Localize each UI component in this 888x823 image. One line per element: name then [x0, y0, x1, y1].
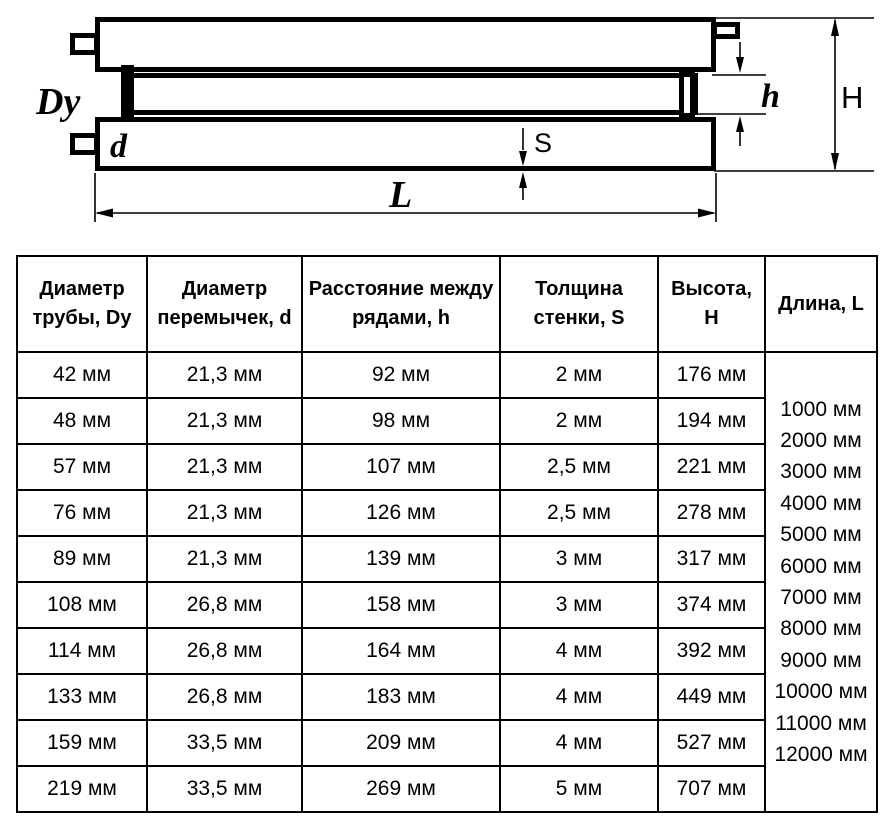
header-jumper-diameter: Диаметр перемычек, d: [147, 256, 302, 352]
length-value: 3000 мм: [780, 460, 862, 484]
table-cell: 92 мм: [302, 352, 500, 398]
table-cell: 2 мм: [500, 398, 658, 444]
table-row: [17, 628, 877, 674]
header-pipe-diameter: Диаметр трубы, Dy: [17, 256, 147, 352]
table-cell: 449 мм: [658, 674, 765, 720]
table-cell: 26,8 мм: [147, 628, 302, 674]
length-value: 8000 мм: [780, 617, 862, 641]
table-cell: 194 мм: [658, 398, 765, 444]
table-cell: 209 мм: [302, 720, 500, 766]
table-cell: 4 мм: [500, 674, 658, 720]
table-cell: 4 мм: [500, 720, 658, 766]
spec-table: [16, 255, 878, 813]
length-value: 6000 мм: [780, 554, 862, 578]
table-cell: 2,5 мм: [500, 490, 658, 536]
table-cell: 21,3 мм: [147, 352, 302, 398]
H-arrow-top-head: [831, 18, 839, 36]
table-row: [17, 398, 877, 444]
table-cell: 4 мм: [500, 628, 658, 674]
table-row: [17, 490, 877, 536]
table-cell: 133 мм: [17, 674, 147, 720]
bottom-pipe: [98, 120, 714, 169]
table-cell: 2,5 мм: [500, 444, 658, 490]
table-cell: 114 мм: [17, 628, 147, 674]
label-row-spacing: h: [761, 78, 780, 115]
table-cell: 33,5 мм: [147, 766, 302, 812]
header-row-spacing: Расстояние между рядами, h: [302, 256, 500, 352]
length-value: 4000 мм: [780, 491, 862, 515]
stub-top-right: [715, 25, 738, 37]
table-cell: 707 мм: [658, 766, 765, 812]
table-cell: 26,8 мм: [147, 582, 302, 628]
table-cell: 317 мм: [658, 536, 765, 582]
table-cell: 2 мм: [500, 352, 658, 398]
table-cell: 21,3 мм: [147, 398, 302, 444]
label-jumper-diameter: d: [110, 128, 127, 165]
length-value: 9000 мм: [780, 648, 862, 672]
middle-pipe: [129, 76, 696, 113]
label-length: L: [389, 174, 413, 216]
table-cell: 158 мм: [302, 582, 500, 628]
table-cell: 392 мм: [658, 628, 765, 674]
table-cell: 374 мм: [658, 582, 765, 628]
table-cell: 21,3 мм: [147, 536, 302, 582]
L-arrow-left-head: [95, 209, 113, 218]
table-cell: 108 мм: [17, 582, 147, 628]
table-cell: 139 мм: [302, 536, 500, 582]
label-height: H: [841, 80, 864, 115]
length-value: 7000 мм: [780, 586, 862, 609]
label-wall-thickness: S: [534, 128, 553, 158]
table-cell: 76 мм: [17, 490, 147, 536]
table-row: [17, 720, 877, 766]
table-cell: 269 мм: [302, 766, 500, 812]
table-cell: 3 мм: [500, 536, 658, 582]
table-cell: 89 мм: [17, 536, 147, 582]
length-merged-cell: [765, 352, 877, 812]
table-cell: 33,5 мм: [147, 720, 302, 766]
stub-bottom-left: [73, 136, 97, 153]
h-arrow-bottom-head: [736, 116, 744, 132]
table-cell: 57 мм: [17, 444, 147, 490]
table-cell: 107 мм: [302, 444, 500, 490]
table-row: [17, 536, 877, 582]
header-wall-thickness: Толщина стенки, S: [500, 256, 658, 352]
table-cell: 42 мм: [17, 352, 147, 398]
header-row: [17, 256, 877, 352]
table-cell: 159 мм: [17, 720, 147, 766]
table-cell: 98 мм: [302, 398, 500, 444]
table-cell: 176 мм: [658, 352, 765, 398]
table-cell: 21,3 мм: [147, 490, 302, 536]
header-length: Длина, L: [765, 256, 877, 352]
stub-top-left: [73, 36, 97, 53]
left-jumper: [121, 65, 134, 117]
right-jumper: [682, 75, 693, 116]
h-arrow-top-head: [736, 57, 744, 73]
header-height: Высота, H: [658, 256, 765, 352]
table-cell: 278 мм: [658, 490, 765, 536]
table-cell: 219 мм: [17, 766, 147, 812]
L-arrow-right-head: [698, 209, 716, 218]
table-cell: 221 мм: [658, 444, 765, 490]
table-row: [17, 352, 877, 398]
top-pipe: [98, 20, 714, 70]
table-cell: 21,3 мм: [147, 444, 302, 490]
length-value: 11000 мм: [775, 711, 867, 735]
table-cell: 5 мм: [500, 766, 658, 812]
spec-table-body: [17, 352, 877, 812]
label-pipe-diameter: Dy: [36, 81, 81, 123]
length-value: 10000 мм: [774, 680, 868, 704]
table-row: [17, 674, 877, 720]
register-drawing: [0, 0, 888, 250]
length-values-list: [766, 353, 876, 811]
table-row: [17, 766, 877, 812]
table-cell: 183 мм: [302, 674, 500, 720]
table-cell: 48 мм: [17, 398, 147, 444]
length-value: 1000 мм: [780, 397, 862, 421]
length-value: 5000 мм: [780, 523, 862, 547]
table-row: [17, 582, 877, 628]
table-cell: 527 мм: [658, 720, 765, 766]
table-cell: 26,8 мм: [147, 674, 302, 720]
table-cell: 126 мм: [302, 490, 500, 536]
H-arrow-bottom-head: [831, 153, 839, 171]
table-cell: 3 мм: [500, 582, 658, 628]
length-value: 2000 мм: [780, 428, 862, 452]
S-arrow-bottom-head: [519, 172, 527, 188]
table-row: [17, 444, 877, 490]
table-cell: 164 мм: [302, 628, 500, 674]
length-value: 12000 мм: [774, 743, 868, 767]
spec-table-header: [17, 256, 877, 352]
